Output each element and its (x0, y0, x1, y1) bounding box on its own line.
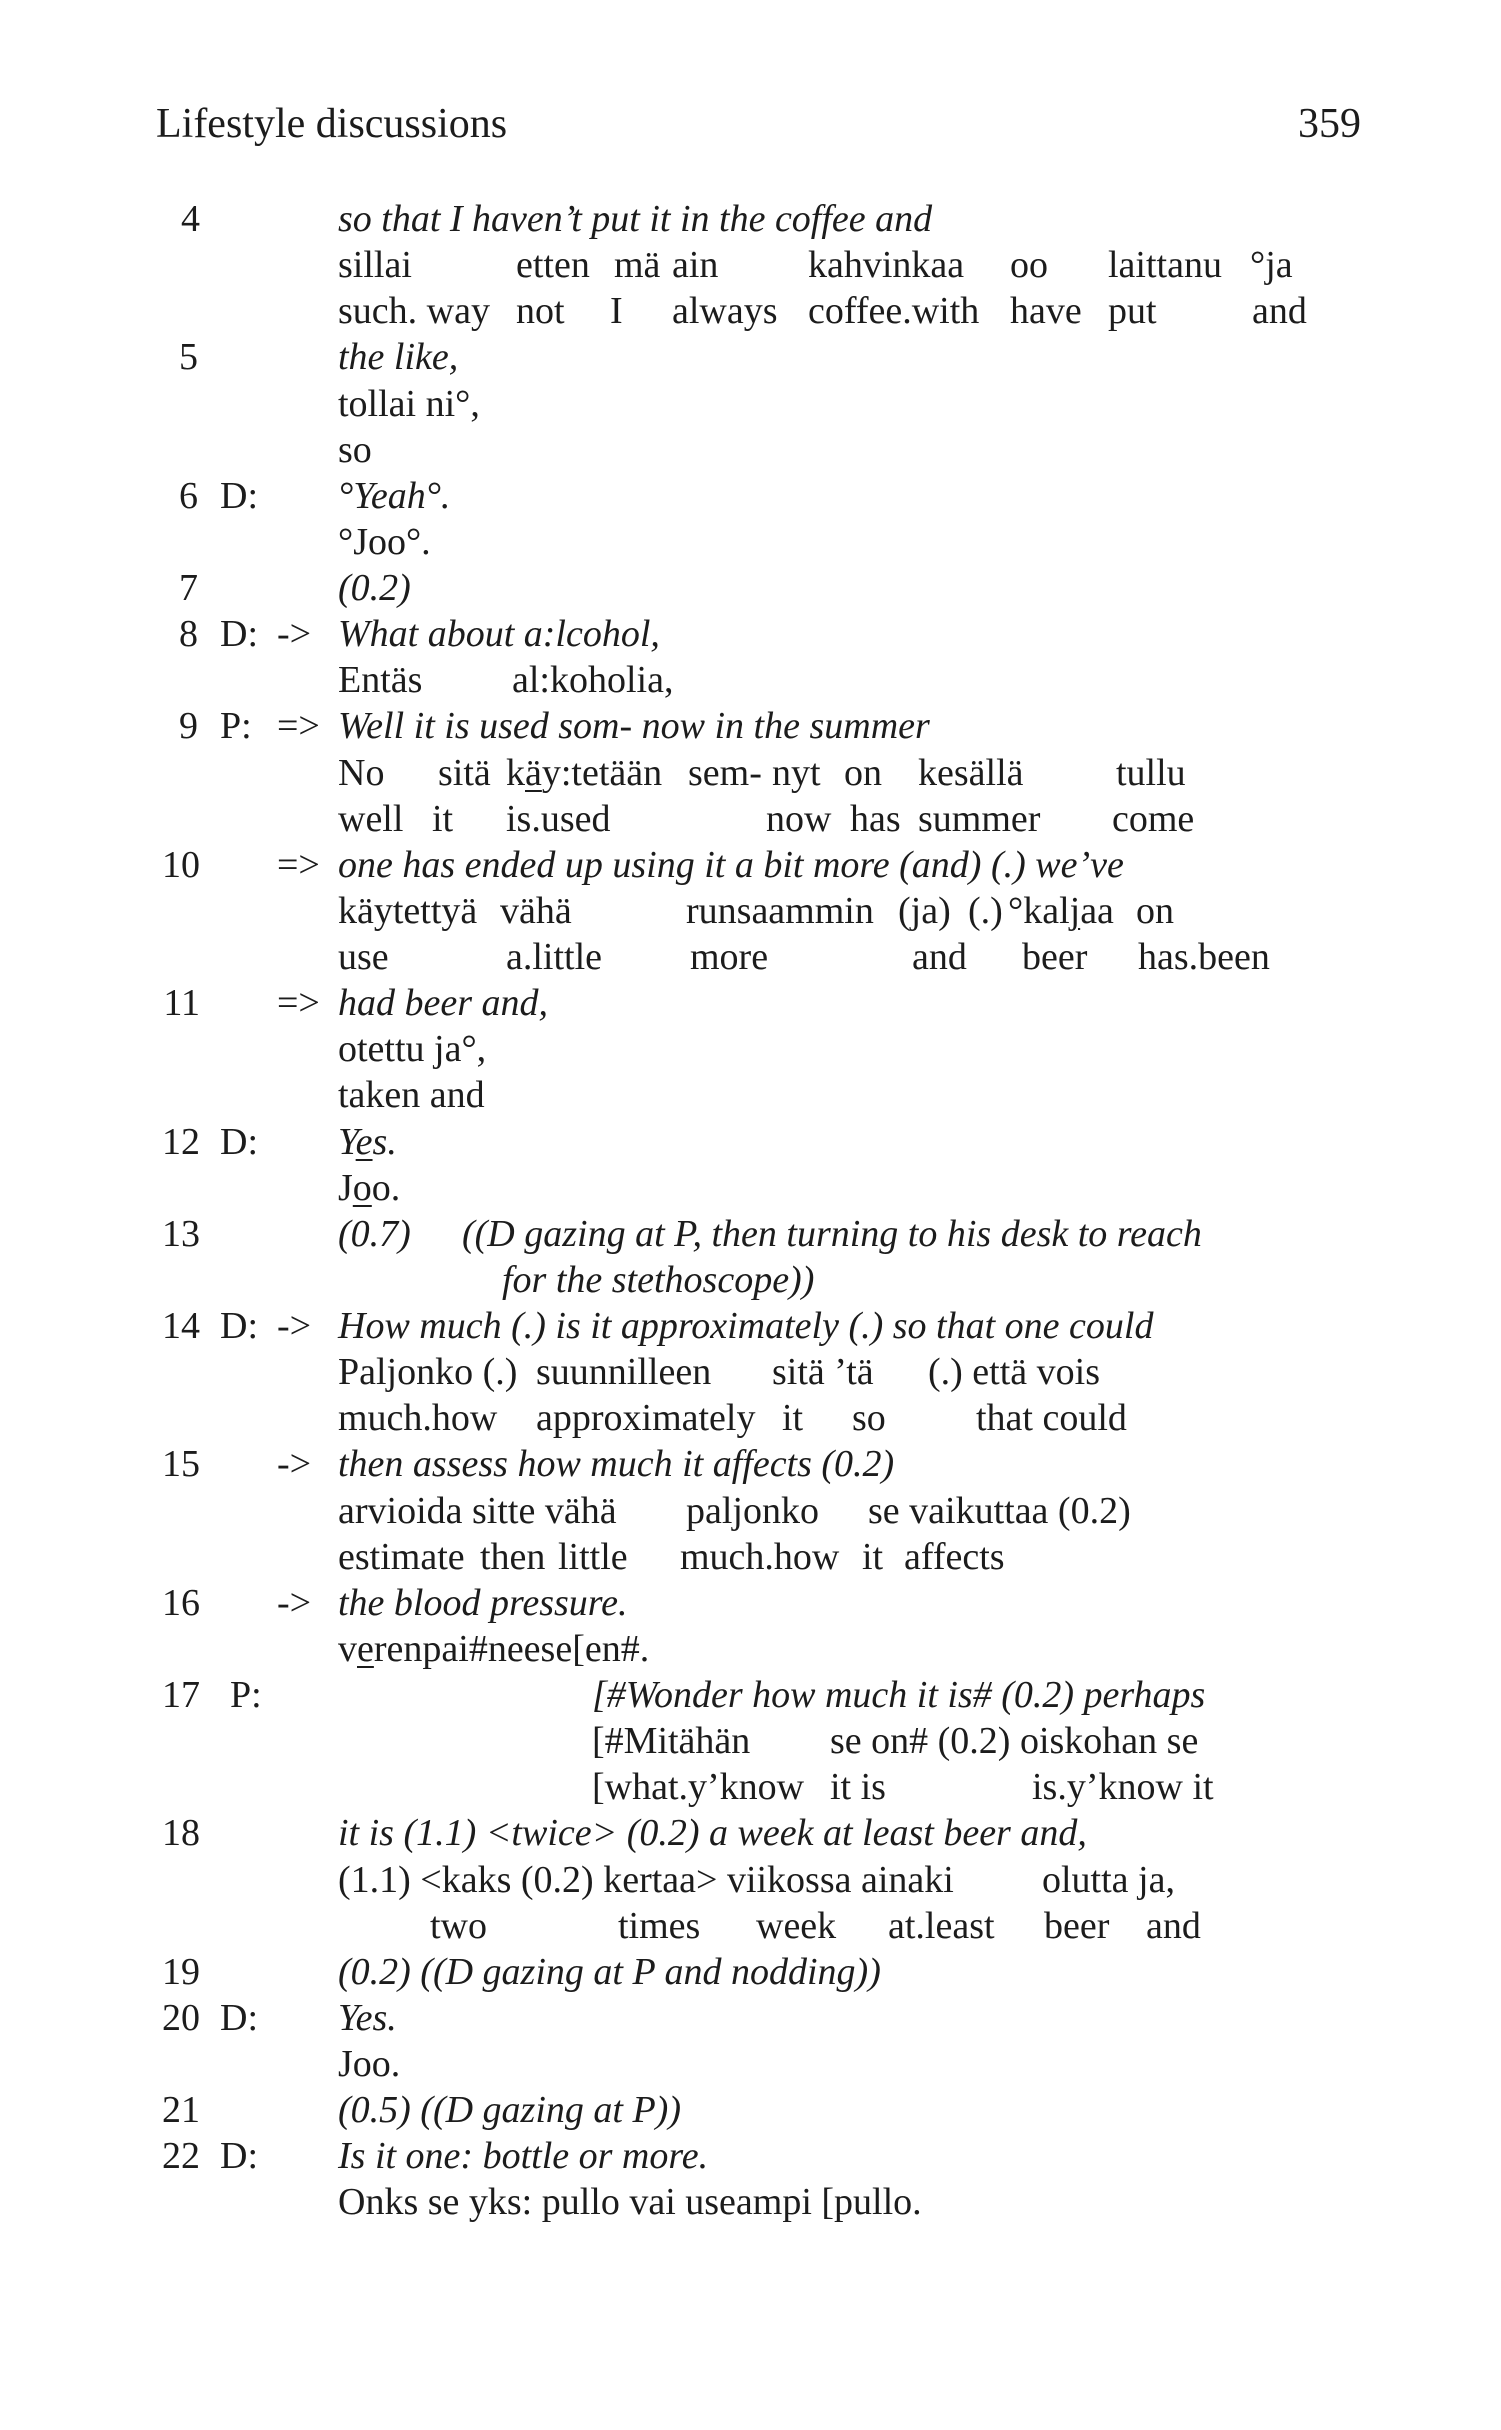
gloss-row (0, 1764, 1501, 1810)
finnish-word: No (338, 751, 385, 794)
gloss-word: it (782, 1397, 804, 1440)
gloss-row (0, 1903, 1501, 1949)
gloss-word: beer (1022, 936, 1088, 978)
finnish-original-row (0, 1626, 1501, 1672)
finnish-word: (ja) (898, 889, 951, 932)
finnish-word: kahvinkaa (808, 244, 965, 287)
transcript-row (0, 1672, 1501, 1718)
finnish-word: sillai (338, 244, 412, 287)
gloss-word: it is (830, 1766, 886, 1809)
line-number: 16 (162, 1581, 200, 1624)
transcript-row (0, 1441, 1501, 1487)
transcript-row (0, 1580, 1501, 1626)
transcript-row (0, 611, 1501, 657)
line-number: 4 (181, 198, 200, 240)
finnish-word: kesällä (918, 751, 1024, 794)
transcript-row (0, 842, 1501, 888)
line-number: 10 (162, 843, 200, 886)
line-number: 22 (162, 2135, 200, 2178)
gloss-row (0, 1534, 1501, 1580)
finnish-word: vähä (500, 889, 572, 932)
gloss-word: then (480, 1535, 546, 1578)
pause-notation: (0.7) (338, 1212, 411, 1255)
gloss: so (338, 428, 372, 471)
gloss-word: put (1108, 290, 1157, 333)
gloss-row (0, 1072, 1501, 1118)
pause-and-comment: (0.2) ((D gazing at P and nodding)) (338, 1950, 881, 1993)
finnish-original-row (0, 1718, 1501, 1764)
finnish-word: nyt (772, 751, 821, 794)
finnish-word: arvioida sitte vähä (338, 1489, 617, 1532)
english-translation: the like, (338, 336, 459, 379)
finnish-original: tollai ni°, (338, 382, 480, 425)
transcript-row (0, 1810, 1501, 1856)
transcript-row (0, 473, 1501, 519)
gloss-row (0, 1395, 1501, 1441)
transcript-row (0, 1119, 1501, 1165)
finnish-word: olutta ja, (1042, 1858, 1175, 1901)
english-translation: Yes. (338, 1996, 397, 2039)
transcript-row (0, 565, 1501, 611)
transcriber-comment-continued: for the stethoscope)) (502, 1258, 815, 1301)
gloss: taken and (338, 1074, 485, 1117)
finnish-word: ain (672, 244, 719, 287)
finnish-original-row (0, 1165, 1501, 1211)
transcript-row (0, 1995, 1501, 2041)
finnish-original: otettu ja°, (338, 1028, 487, 1071)
finnish-original-row (0, 657, 1501, 703)
line-number: 11 (163, 982, 200, 1025)
gloss-word: more (690, 936, 769, 978)
speaker-label: D: (220, 1996, 258, 2039)
finnish-original-row (0, 1026, 1501, 1072)
line-number: 5 (179, 336, 198, 379)
gloss-word: is.used (506, 797, 611, 840)
stress-underline: o (352, 1166, 372, 1209)
gloss-word: much.how (338, 1397, 498, 1440)
transcript-row (0, 980, 1501, 1026)
english-translation: What about a:lcohol, (338, 613, 660, 656)
gloss-row (0, 288, 1501, 334)
gloss-word: I (610, 290, 623, 333)
finnish-original: °Joo°. (338, 520, 431, 563)
finnish-word: (.) (968, 889, 1003, 932)
gloss-word: affects (904, 1535, 1005, 1578)
stress-underline: ä (525, 751, 542, 794)
finnish-word: (.) että vois (928, 1351, 1101, 1394)
finnish-word: Paljonko (.) (338, 1351, 518, 1394)
gloss-word: well (338, 797, 404, 840)
english-translation: How much (.) is it approximately (.) so that one could (338, 1305, 1154, 1347)
finnish-word: etten (516, 244, 590, 287)
line-number: 18 (162, 1812, 200, 1855)
stress-underline: e (355, 1120, 373, 1163)
finnish-word: oo (1010, 244, 1048, 287)
line-number: 17 (162, 1674, 200, 1716)
speaker-label: P: (230, 1674, 262, 1716)
english-translation: then assess how much it affects (0.2) (338, 1443, 895, 1486)
line-number: 21 (162, 2089, 200, 2132)
finnish-word: (1.1) <kaks (0.2) kertaa> viikossa ainaki (338, 1858, 954, 1901)
finnish-word: tullu (1116, 751, 1186, 794)
line-number: 6 (179, 474, 198, 517)
finnish-original: Joo. (338, 1166, 401, 1209)
english-translation: Yes. (338, 1120, 397, 1163)
english-translation: [#Wonder how much it is# (0.2) perhaps (592, 1674, 1206, 1716)
gloss-word: has (850, 797, 901, 840)
line-number: 12 (162, 1120, 200, 1163)
arrow-marker: -> (277, 1581, 312, 1624)
line-number: 20 (162, 1996, 200, 2039)
transcript-row (0, 1211, 1501, 1257)
stress-underline: e (357, 1627, 374, 1670)
finnish-original-row (0, 2179, 1501, 2225)
pause-and-comment: (0.5) ((D gazing at P)) (338, 2089, 681, 2132)
line-number: 15 (162, 1443, 200, 1486)
english-translation: one has ended up using it a bit more (and) (.) we’ve (338, 843, 1124, 886)
finnish-original: Onks se yks: pullo vai useampi [pullo. (338, 2181, 922, 2224)
line-number: 8 (179, 613, 198, 656)
arrow-marker: => (277, 982, 320, 1025)
finnish-original-row (0, 519, 1501, 565)
arrow-marker: -> (277, 1443, 312, 1486)
finnish-word: °kaljaa (1008, 889, 1114, 932)
gloss-row (0, 934, 1501, 980)
gloss-word: times (618, 1904, 701, 1947)
conversation-transcript (0, 196, 1501, 2226)
gloss-word: has.been (1138, 936, 1270, 978)
finnish-original-row (0, 242, 1501, 288)
finnish-word: [#Mitähän (592, 1720, 751, 1763)
gloss-word: [what.y’know (592, 1766, 805, 1809)
speaker-label: D: (220, 1120, 258, 1163)
gloss-word: and (1146, 1904, 1201, 1947)
gloss-word: is.y’know it (1032, 1766, 1214, 1809)
finnish-original-row (0, 1488, 1501, 1534)
finnish-word: on (844, 751, 882, 794)
finnish-word: al:koholia, (512, 659, 674, 702)
gloss-word: now (766, 797, 832, 840)
line-number: 7 (179, 567, 198, 609)
comment-continuation-row (0, 1257, 1501, 1303)
gloss-word: week (756, 1904, 837, 1947)
gloss-word: it (862, 1535, 884, 1578)
transcript-row (0, 1303, 1501, 1349)
finnish-word: laittanu (1108, 244, 1222, 287)
stress-underline: j (1069, 889, 1081, 932)
finnish-original-row (0, 1349, 1501, 1395)
english-translation: it is (1.1) <twice> (0.2) a week at least beer and, (338, 1812, 1087, 1855)
gloss-word: and (1252, 290, 1307, 333)
gloss-word: so (852, 1397, 886, 1440)
gloss-word: coffee.with (808, 290, 980, 333)
finnish-word: mä (614, 244, 661, 287)
finnish-original-row (0, 381, 1501, 427)
gloss-row (0, 796, 1501, 842)
gloss-word: use (338, 936, 389, 978)
finnish-original-row (0, 1857, 1501, 1903)
speaker-label: D: (220, 2135, 258, 2178)
gloss-word: that could (976, 1397, 1127, 1440)
transcript-row (0, 2133, 1501, 2179)
transcript-row (0, 703, 1501, 749)
arrow-marker: => (277, 843, 320, 886)
finnish-word: käy:tetään (506, 751, 663, 794)
arrow-marker: => (277, 705, 320, 748)
transcriber-comment: ((D gazing at P, then turning to his desk to reach (462, 1212, 1202, 1255)
transcript-row (0, 196, 1501, 242)
page-number: 359 (1298, 101, 1361, 147)
finnish-original: Joo. (338, 2043, 401, 2085)
arrow-marker: -> (277, 613, 312, 656)
transcript-row (0, 334, 1501, 380)
gloss-word: not (516, 290, 565, 333)
gloss-word: have (1010, 290, 1082, 333)
finnish-word: suunnilleen (536, 1351, 712, 1394)
running-head-title: Lifestyle discussions (156, 101, 508, 147)
finnish-word: sitä ’tä (772, 1351, 874, 1394)
speaker-label: D: (220, 613, 258, 656)
english-translation: had beer and, (338, 982, 549, 1025)
english-translation: °Yeah°. (338, 474, 451, 517)
speaker-label: D: (220, 1305, 258, 1347)
line-number: 9 (179, 705, 198, 748)
transcript-row (0, 2087, 1501, 2133)
gloss-word: beer (1044, 1904, 1110, 1947)
gloss-row (0, 427, 1501, 473)
finnish-word: runsaammin (686, 889, 874, 932)
finnish-original-row (0, 750, 1501, 796)
finnish-word: Entäs (338, 659, 423, 702)
finnish-word: se on# (0.2) oiskohan se (830, 1720, 1199, 1763)
english-translation: the blood pressure. (338, 1581, 628, 1624)
transcript-row (0, 1949, 1501, 1995)
line-number: 13 (162, 1212, 200, 1255)
english-translation: Is it one: bottle or more. (338, 2135, 709, 2178)
gloss-word: approximately (536, 1397, 756, 1440)
gloss-word: always (672, 290, 778, 333)
arrow-marker: -> (277, 1305, 312, 1347)
finnish-original-row (0, 2041, 1501, 2087)
gloss-word: a.little (506, 936, 603, 978)
finnish-original: verenpai#neese[en#. (338, 1627, 650, 1670)
gloss-word: much.how (680, 1535, 840, 1578)
gloss-word: it (432, 797, 454, 840)
finnish-word: on (1136, 889, 1174, 932)
english-translation: so that I haven’t put it in the coffee and (338, 198, 933, 240)
finnish-word: paljonko (686, 1489, 819, 1532)
gloss-word: summer (918, 797, 1041, 840)
gloss-word: estimate (338, 1535, 465, 1578)
finnish-original-row (0, 888, 1501, 934)
finnish-word: käytettyä (338, 889, 478, 932)
gloss-word: and (912, 936, 967, 978)
line-number: 19 (162, 1950, 200, 1993)
pause-notation: (0.2) (338, 567, 411, 609)
finnish-word: °ja (1250, 244, 1293, 287)
finnish-word: sem- (688, 751, 762, 794)
gloss-word: two (430, 1904, 487, 1947)
line-number: 14 (162, 1305, 200, 1347)
speaker-label: P: (220, 705, 252, 748)
finnish-word: sitä (438, 751, 491, 794)
english-translation: Well it is used som- now in the summer (338, 705, 930, 748)
finnish-word: se vaikuttaa (0.2) (868, 1489, 1131, 1532)
gloss-word: such. way (338, 290, 490, 333)
gloss-word: at.least (888, 1904, 995, 1947)
speaker-label: D: (220, 474, 258, 517)
gloss-word: come (1112, 797, 1195, 840)
gloss-word: little (558, 1535, 628, 1578)
